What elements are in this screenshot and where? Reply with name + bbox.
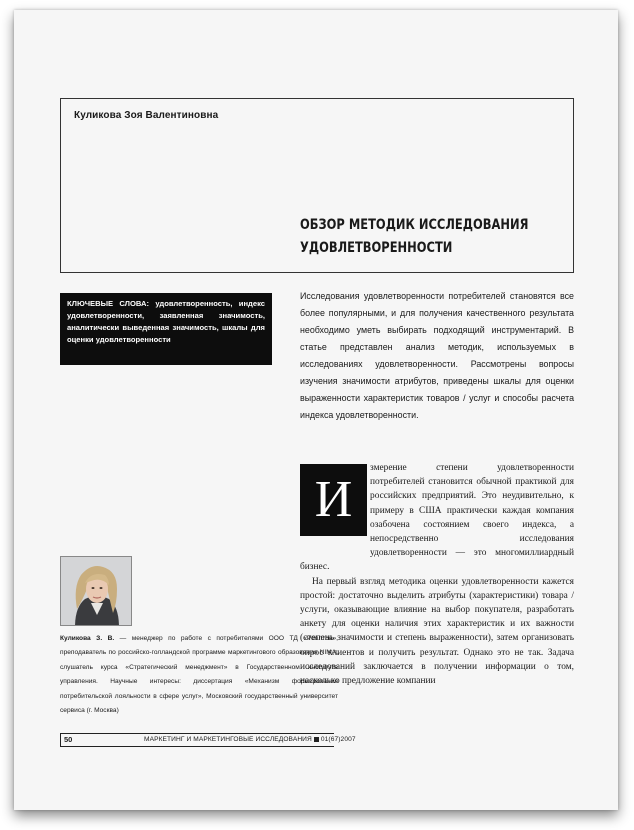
journal-name: МАРКЕТИНГ И МАРКЕТИНГОВЫЕ ИССЛЕДОВАНИЯ: [144, 736, 312, 743]
author-photo: [60, 556, 132, 626]
bio-text: — менеджер по работе с потребителями ООО ТД «Роллтон», преподаватель по российско-голландской программе маркетингового образования NIMA, слушатель курса «Стратегический менеджмент» в Государственном институте управления. Научные интересы: диссертация «Механизм формирования потребительской лояльности в сфере услуг», Московский государственный университет сервиса (г. Москва): [60, 635, 338, 715]
footer-bottom-rule: [60, 746, 334, 747]
author-name: Куликова Зоя Валентиновна: [74, 110, 219, 121]
footer-top-rule: [60, 733, 334, 734]
body-paragraph-2: На первый взгляд методика оценки удовлетворенности кажется простой: достаточно выделить атрибуты (характеристики) товара / услуги, оказывающие влияние на выбор покупателя, разработать анкету для оценки наличия этих характеристик и их важности (степень значимости и степень выраженности), затем организовать опрос клиентов и получить результат. Однако это не так. Задача исследований заключается в получении информации о том, насколько предложение компании: [300, 576, 574, 687]
journal-line: [144, 736, 356, 743]
title-line-1: ОБЗОР МЕТОДИК ИССЛЕДОВАНИЯ: [300, 217, 529, 233]
journal-issue: 01(67)2007: [320, 736, 356, 743]
title-line-2: УДОВЛЕТВОРЕННОСТИ: [300, 240, 453, 256]
author-bio: [60, 632, 338, 718]
body-paragraph-1: змерение степени удовлетворенности потребителей становится обычной практикой для российских предприятий. Это неудивительно, к примеру в США практически каждая компания озабочена состоянием своего индекса, а непосредственно исследования удовлетворенности — это многомиллиардный бизнес.: [300, 463, 574, 573]
drop-cap: И: [300, 464, 367, 536]
bio-name: Куликова З. В.: [60, 635, 115, 642]
article-body: [300, 461, 574, 688]
article-title: [300, 214, 529, 260]
square-icon: [314, 737, 319, 742]
abstract: Исследования удовлетворенности потребителей становятся все более популярными, и для получения качественного результата необходимо уметь выбирать подходящий инструментарий. В статье представлен анализ методик, используемых в исследованиях удовлетворенности. Рассмотрены вопросы изучения значимости атрибутов, приведены шкалы для оценки выраженности характеристик товаров / услуг и способы расчета индекса удовлетворенности.: [300, 291, 574, 420]
page-number: 50: [64, 735, 73, 744]
footer-left-rule: [60, 733, 61, 746]
keywords-box: КЛЮЧЕВЫЕ СЛОВА: удовлетворенность, индекс удовлетворенности, заявленная значимость, аналитически выведенная значимость, шкалы для оценки удовлетворенности: [60, 293, 272, 365]
